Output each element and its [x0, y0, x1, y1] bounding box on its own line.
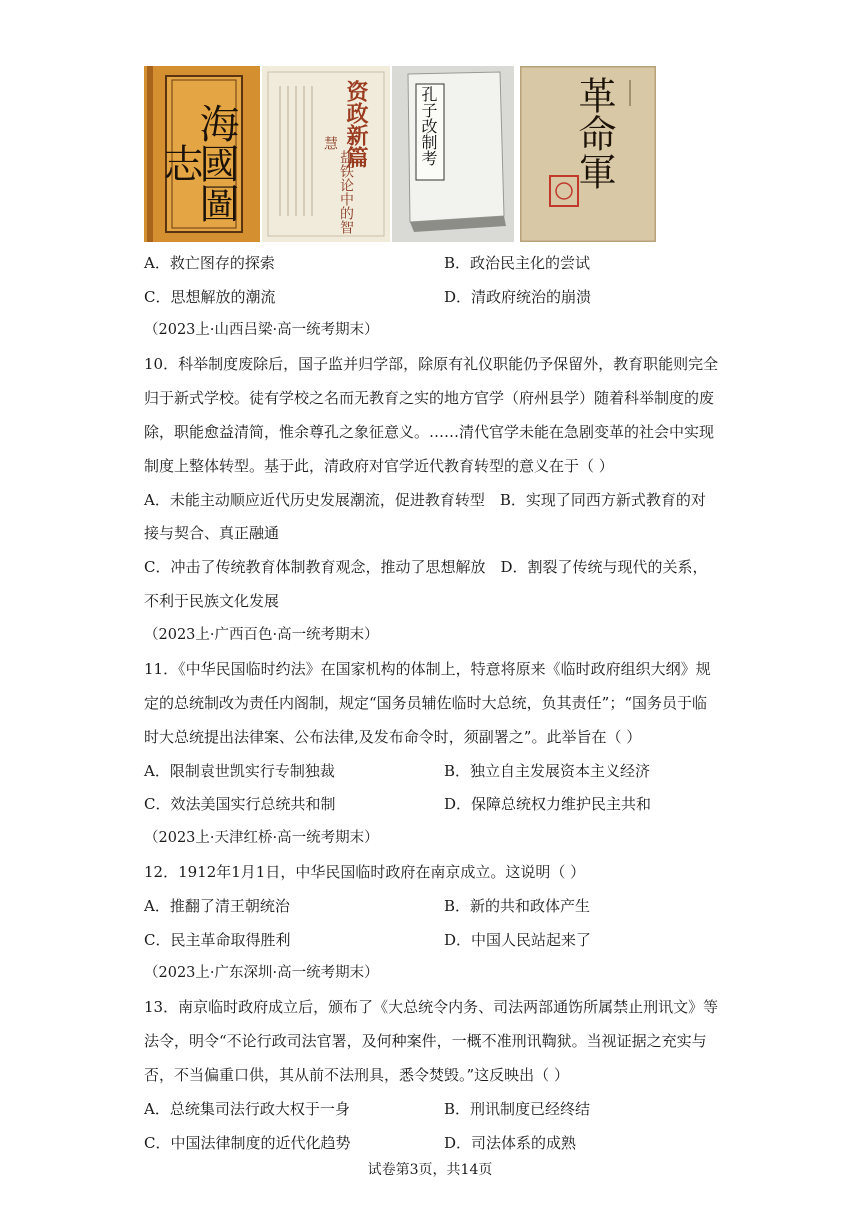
book-cover-geming-jun: [520, 66, 656, 242]
q12-option-d: D．中国人民站起来了: [444, 931, 592, 949]
q12-source: （2023上·天津红桥·高一统考期末）: [144, 830, 379, 846]
q13-option-c: C．中国法律制度的近代化趋势: [144, 1134, 351, 1152]
q11-option-c: C．效法美国实行总统共和制: [144, 795, 336, 813]
book3-title: 孔子改制考: [419, 86, 438, 166]
q13-stem-line-2: 法令，明令“不论行政司法官署，及何种案件，一概不准刑讯鞫狱。当视证据之充实与: [144, 1032, 707, 1050]
book-cover-kongzi-art: [392, 66, 514, 242]
q11-stem-line-1: 11．《中华民国临时约法》在国家机构的体制上，特意将原来《临时政府组织大纲》规: [144, 660, 711, 678]
q13-stem-line-1: 13．南京临时政府成立后，颁布了《大总统令内务、司法两部通饬所属禁止刑讯文》等: [144, 998, 719, 1016]
book2-title: 资政新篇: [343, 80, 369, 168]
q9-option-c: C．思想解放的潮流: [144, 288, 276, 306]
q13-option-a: A．总统集司法行政大权于一身: [144, 1100, 350, 1118]
q13-source: （2023上·广东深圳·高一统考期末）: [144, 965, 379, 981]
book-cover-haiguo-tuzhi: [144, 66, 260, 242]
q9-option-d: D．清政府统治的崩溃: [444, 288, 592, 306]
q10-option-d-cont: 不利于民族文化发展: [144, 592, 280, 610]
q11-stem-line-3: 时大总统提出法律案、公布法律,及发布命令时，须副署之”。此举旨在（ ）: [144, 728, 642, 746]
q10-stem-line-2: 归于新式学校。徒有学校之名而无教育之实的地方官学（府州县学）随着科举制度的废: [144, 389, 715, 407]
q11-source: （2023上·广西百色·高一统考期末）: [144, 627, 379, 643]
book1-title: 海國圖志: [157, 103, 239, 223]
q10-stem-line-3: 除，职能愈益清简，惟余尊孔之象征意义。……清代官学未能在急剧变革的社会中实现: [144, 423, 715, 441]
q13-option-d: D．司法体系的成熟: [444, 1134, 577, 1152]
q10-stem-line-4: 制度上整体转型。基于此，清政府对官学近代教育转型的意义在于（ ）: [144, 457, 614, 475]
q10-source: （2023上·山西吕梁·高一统考期末）: [144, 322, 379, 338]
q11-option-a: A．限制袁世凯实行专制独裁: [144, 762, 335, 780]
q10-option-b-cont: 接与契合、真正融通: [144, 524, 280, 542]
book-cover-kongzi-gaizhikao: [392, 66, 514, 242]
q10-stem-line-1: 10．科举制度废除后，国子监并归学部，除原有礼仪职能仍予保留外，教育职能则完全: [144, 355, 719, 373]
book-cover-zizheng-xinpian: [262, 66, 390, 242]
book4-title: 革命軍: [572, 76, 616, 190]
book-images-row: [144, 66, 656, 242]
book2-subtitle: ：盐铁论中的智慧: [322, 136, 354, 234]
q13-stem-line-3: 否，不当偏重口供，其从前不法刑具，悉令焚毁。”这反映出（ ）: [144, 1066, 569, 1084]
q11-option-d: D．保障总统权力维护民主共和: [444, 795, 652, 813]
q10-option-c-d: C．冲击了传统教育体制教育观念，推动了思想解放 D．割裂了传统与现代的关系，: [144, 558, 708, 576]
q12-stem: 12．1912年1月1日，中华民国临时政府在南京成立。这说明（ ）: [144, 863, 586, 881]
page-footer: 试卷第3页，共14页: [367, 1162, 493, 1178]
q9-option-a: A．救亡图存的探索: [144, 254, 275, 272]
q9-option-b: B．政治民主化的尝试: [444, 254, 591, 272]
q11-option-b: B．独立自主发展资本主义经济: [444, 762, 651, 780]
q12-option-a: A．推翻了清王朝统治: [144, 897, 290, 915]
q13-option-b: B．刑讯制度已经终结: [444, 1100, 591, 1118]
q10-option-a-b: A．未能主动顺应近代历史发展潮流，促进教育转型 B．实现了同西方新式教育的对: [144, 491, 706, 509]
q12-option-c: C．民主革命取得胜利: [144, 931, 291, 949]
q12-option-b: B．新的共和政体产生: [444, 897, 591, 915]
q11-stem-line-2: 定的总统制改为责任内阁制，规定“国务员辅佐临时大总统，负其责任”；“国务员于临: [144, 694, 708, 712]
